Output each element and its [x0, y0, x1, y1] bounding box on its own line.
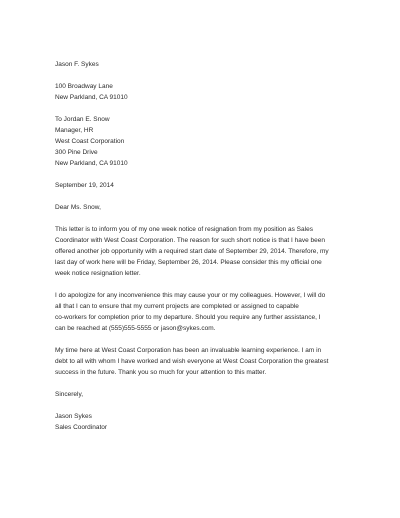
salutation: Dear Ms. Snow, [55, 204, 101, 211]
spacer [55, 400, 373, 411]
spacer [55, 334, 373, 345]
resignation-letter [55, 59, 373, 433]
paragraph-line: week notice resignation letter. [55, 270, 141, 277]
sender-address-line2: New Parkland, CA 91010 [55, 94, 128, 101]
spacer [55, 169, 373, 180]
paragraph-line: This letter is to inform you of my one week notice of resignation from my position as Sales [55, 226, 313, 233]
paragraph-line: success in the future. Thank you so much for your attention to this matter. [55, 369, 267, 376]
body-paragraph-3 [55, 345, 373, 378]
body-paragraph-1 [55, 224, 373, 279]
paragraph-line: My time here at West Coast Corporation has been an invaluable learning experience. I am in [55, 347, 322, 354]
recipient-city: New Parkland, CA 91010 [55, 160, 128, 167]
spacer [55, 279, 373, 290]
spacer [55, 378, 373, 389]
recipient-company: West Coast Corporation [55, 138, 125, 145]
paragraph-line: can be reached at (555)555-5555 or jason@sykes.com. [55, 325, 216, 332]
closing: Sincerely, [55, 391, 84, 398]
spacer [55, 103, 373, 114]
signature-title: Sales Coordinator [55, 424, 108, 431]
paragraph-line: debt to all with whom I have worked and wish everyone at West Coast Corporation the greatest [55, 358, 329, 365]
sender-name: Jason F. Sykes [55, 61, 99, 68]
paragraph-line: I do apologize for any inconvenience this may cause your or my colleagues. However, I will do [55, 292, 326, 299]
spacer [55, 191, 373, 202]
recipient-street: 300 Pine Drive [55, 149, 98, 156]
paragraph-line: offered another job opportunity with a required start date of September 29, 2014. Therefore, my [55, 248, 329, 255]
signature-name: Jason Sykes [55, 413, 92, 420]
spacer [55, 70, 373, 81]
sender-address-line1: 100 Broadway Lane [55, 83, 113, 90]
letter-date: September 19, 2014 [55, 182, 114, 189]
recipient-name: To Jordan E. Snow [55, 116, 110, 123]
recipient-title: Manager, HR [55, 127, 94, 134]
signature-block [55, 411, 373, 433]
sender-block [55, 59, 373, 103]
paragraph-line: last day of work here will be Friday, September 26, 2014. Please consider this my official one [55, 259, 322, 266]
paragraph-line: Coordinator with West Coast Corporation. The reason for such short notice is that I have been [55, 237, 326, 244]
paragraph-line: all that I can to ensure that my current projects are completed or assigned to capable [55, 303, 299, 310]
recipient-block [55, 114, 373, 169]
body-paragraph-2 [55, 290, 373, 334]
spacer [55, 213, 373, 224]
paragraph-line: co-workers for completion prior to my departure. Should you require any further assistance, I [55, 314, 321, 321]
